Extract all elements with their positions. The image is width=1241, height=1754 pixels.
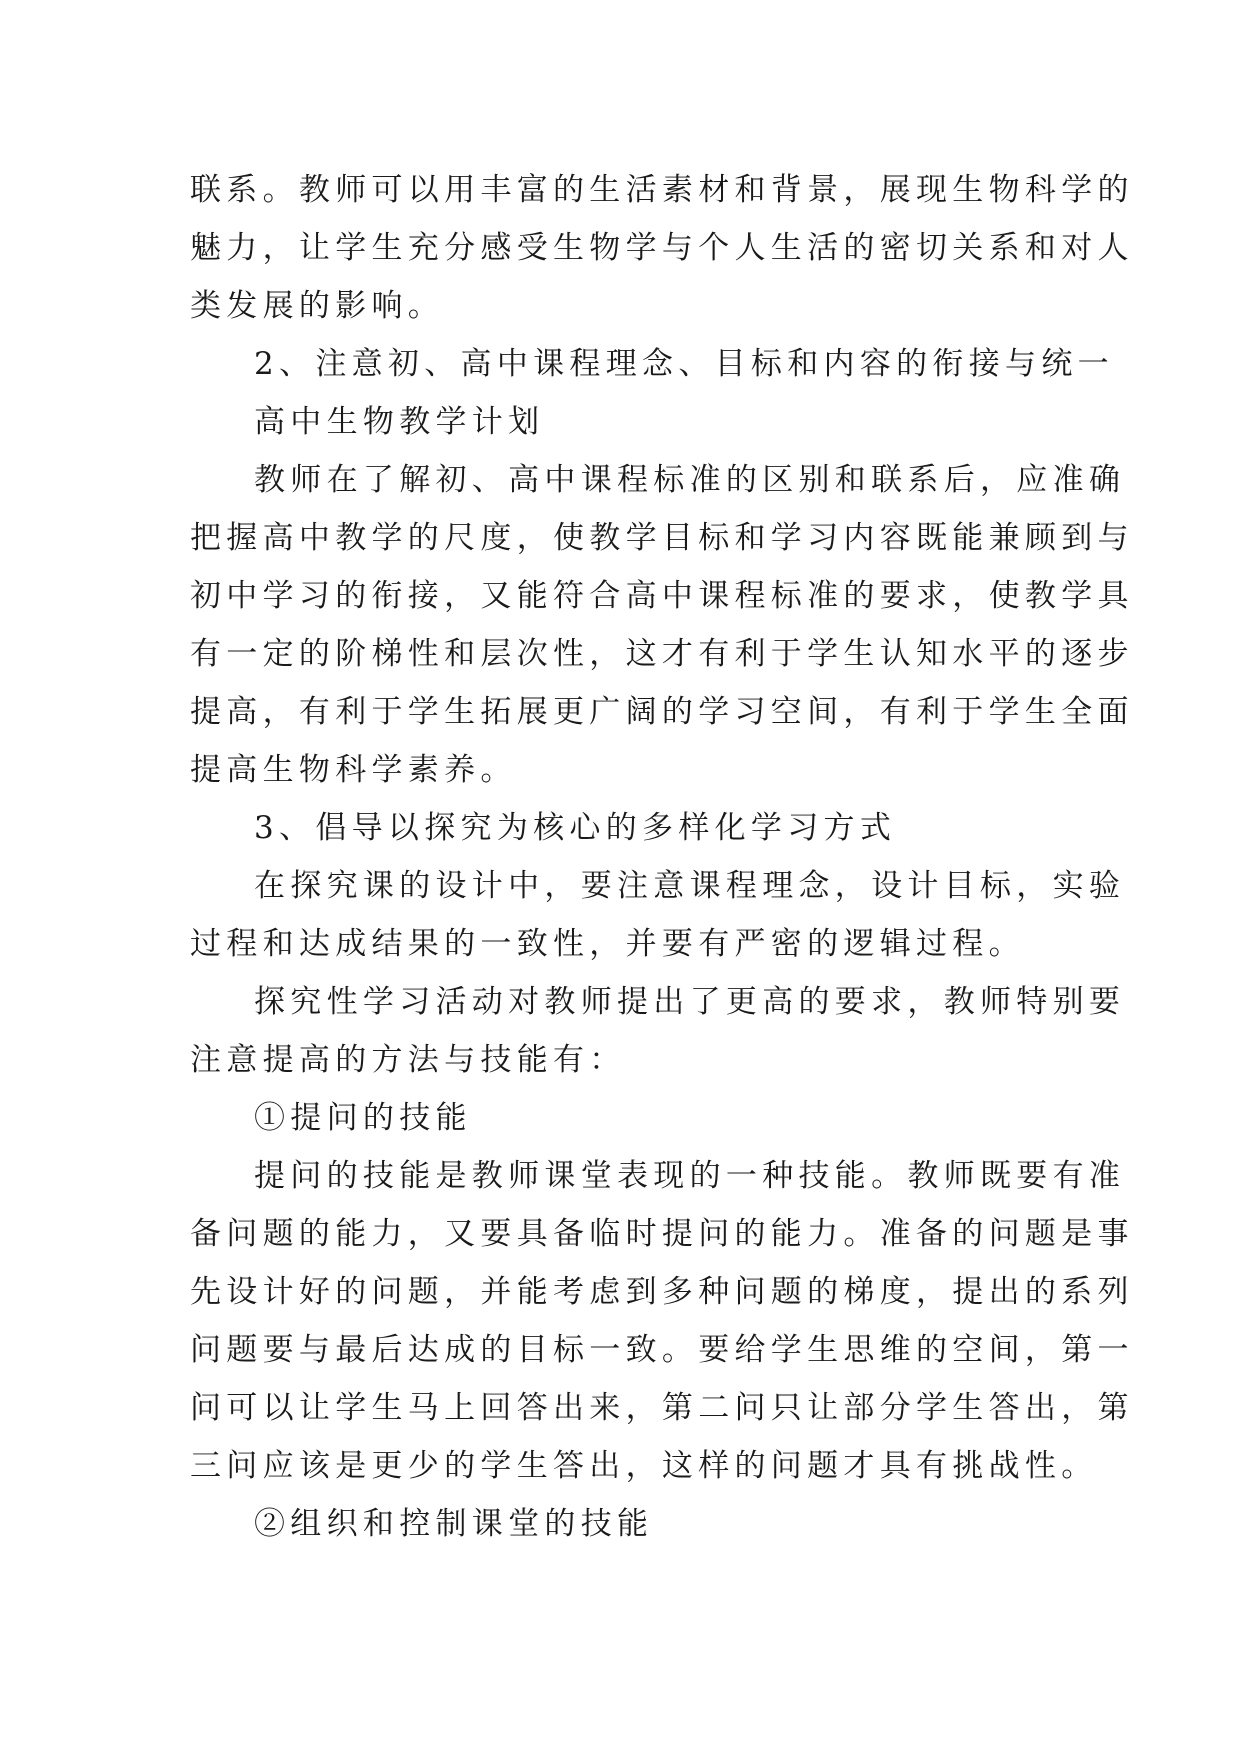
text-line: 先设计好的问题，并能考虑到多种问题的梯度，提出的系列 — [190, 1274, 1134, 1310]
text-line: 备问题的能力，又要具备临时提问的能力。准备的问题是事 — [190, 1216, 1134, 1252]
paragraph-start: 在探究课的设计中，要注意课程理念，设计目标，实验 — [254, 868, 1126, 904]
text-line: 过程和达成结果的一致性，并要有严密的逻辑过程。 — [190, 926, 1025, 962]
text-line: 问题要与最后达成的目标一致。要给学生思维的空间，第一 — [190, 1332, 1134, 1368]
text-line: 类发展的影响。 — [190, 288, 445, 324]
paragraph-start: 教师在了解初、高中课程标准的区别和联系后，应准确 — [254, 462, 1126, 498]
text-line: 把握高中教学的尺度，使教学目标和学习内容既能兼顾到与 — [190, 520, 1134, 556]
section-heading: 2、注意初、高中课程理念、目标和内容的衔接与统一 — [254, 346, 1114, 382]
text-line: 初中学习的衔接，又能符合高中课程标准的要求，使教学具 — [190, 578, 1134, 614]
text-line: 联系。教师可以用丰富的生活素材和背景，展现生物科学的 — [190, 172, 1134, 208]
text-line: 魅力，让学生充分感受生物学与个人生活的密切关系和对人 — [190, 230, 1134, 266]
paragraph-start: 提问的技能是教师课堂表现的一种技能。教师既要有准 — [254, 1158, 1126, 1194]
text-line: 注意提高的方法与技能有： — [190, 1042, 626, 1078]
paragraph-start: 探究性学习活动对教师提出了更高的要求，教师特别要 — [254, 984, 1126, 1020]
subsection-heading: ①提问的技能 — [254, 1100, 472, 1136]
text-line: 提高，有利于学生拓展更广阔的学习空间，有利于学生全面 — [190, 694, 1134, 730]
subsection-heading: ②组织和控制课堂的技能 — [254, 1506, 654, 1542]
text-line: 高中生物教学计划 — [254, 404, 545, 440]
text-line: 三问应该是更少的学生答出，这样的问题才具有挑战性。 — [190, 1448, 1098, 1484]
text-line: 提高生物科学素养。 — [190, 752, 517, 788]
text-line: 有一定的阶梯性和层次性，这才有利于学生认知水平的逐步 — [190, 636, 1134, 672]
section-heading: 3、倡导以探究为核心的多样化学习方式 — [254, 810, 897, 846]
text-line: 问可以让学生马上回答出来，第二问只让部分学生答出，第 — [190, 1390, 1134, 1426]
